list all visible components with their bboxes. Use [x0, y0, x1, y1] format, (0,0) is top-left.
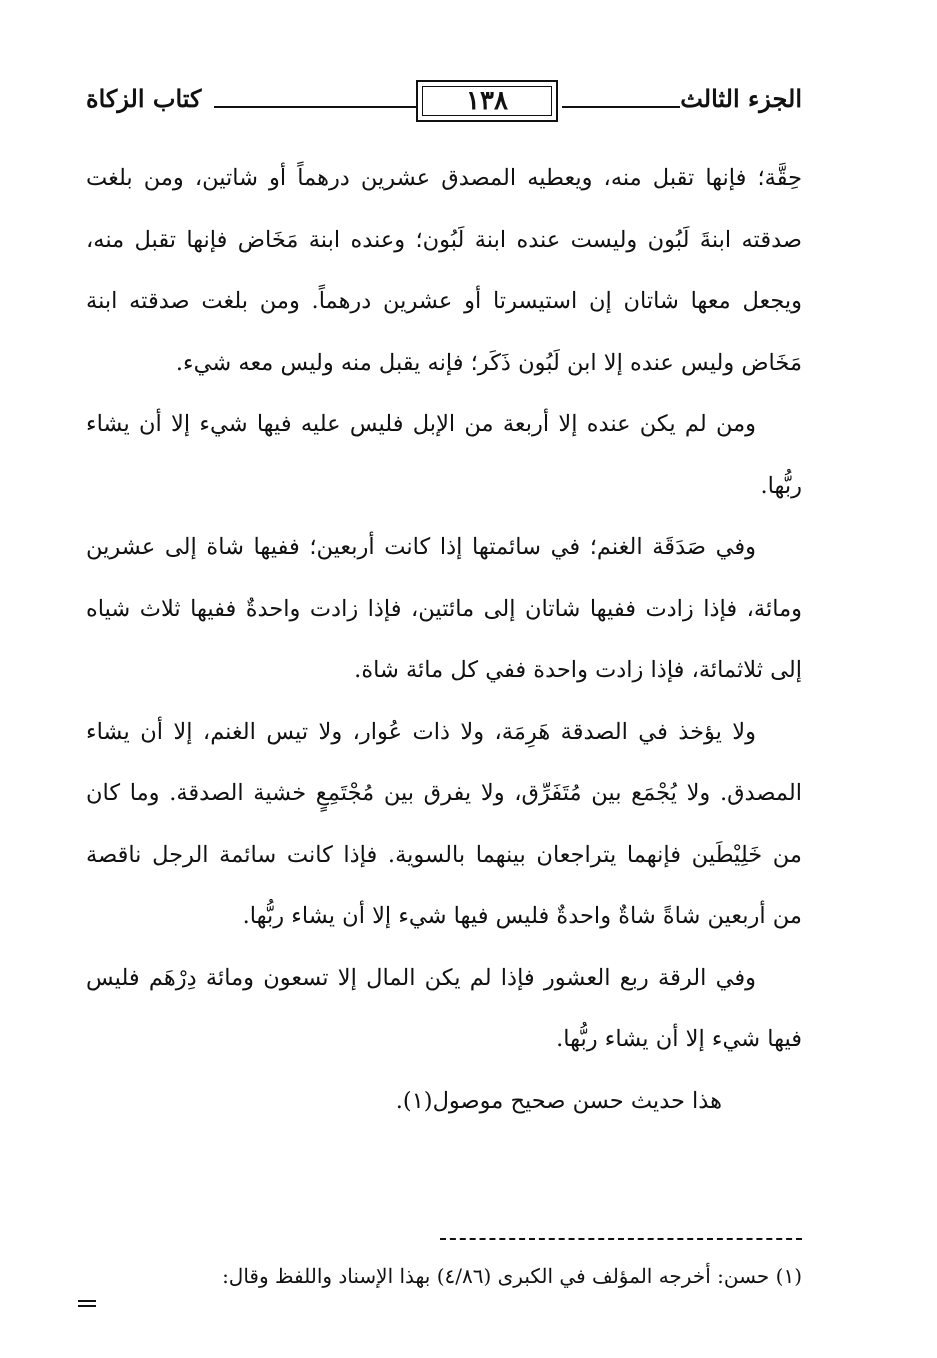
paragraph: هذا حديث حسن صحيح موصول(١).: [395, 1087, 722, 1114]
continuation-mark: [78, 1300, 96, 1310]
paragraph: ومن لم يكن عنده إلا أربعة من الإبل فليس عليه فيها شيء إلا أن يشاء ربُّها.: [86, 411, 802, 499]
header-rule-right: [562, 106, 680, 108]
book-title: كتاب الزكاة: [86, 84, 202, 113]
paragraph: وفي صَدَقَة الغنم؛ في سائمتها إذا كانت أربعين؛ ففيها شاة إلى عشرين ومائة، فإذا زادت ففيها شاتان إلى مائتين، فإذا زادت واحدةٌ ففيها ثلاث شياه إلى ثلاثمائة، فإذا زادت واحدة ففي كل مائة شاة.: [86, 534, 802, 683]
paragraph: حِقَّة؛ فإنها تقبل منه، ويعطيه المصدق عشرين درهماً أو شاتين، ومن بلغت صدقته ابنةَ لَبُون وليست عنده ابنة لَبُون؛ وعنده ابنة مَخَاض فإنها تقبل منه، ويجعل معها شاتان إن استيسرتا أو عشرين درهماً. ومن بلغت صدقته ابنة مَخَاض وليس عنده إلا ابن لَبُون ذَكَر؛ فإنه يقبل منه وليس معه شيء.: [86, 165, 802, 376]
paragraph: ولا يؤخذ في الصدقة هَرِمَة، ولا ذات عُوار، ولا تيس الغنم، إلا أن يشاء المصدق. ولا يُجْمَع بين مُتَفَرِّق، ولا يفرق بين مُجْتَمِعٍ خشية الصدقة. وما كان من خَلِيْطَين فإنهما يتراجعان بينهما بالسوية. فإذا كانت سائمة الرجل ناقصة من أربعين شاةً شاةٌ واحدةٌ فليس فيها شيء إلا أن يشاء ربُّها.: [86, 718, 802, 929]
header-rule-left: [214, 106, 416, 108]
page-header: [86, 80, 802, 126]
footnote: (١) حسن: أخرجه المؤلف في الكبرى (٤/٨٦) بهذا الإسناد واللفظ وقال:: [222, 1264, 802, 1288]
page-number-box: [416, 80, 558, 122]
main-text: [86, 148, 802, 1132]
page-number: ١٣٨: [466, 86, 508, 116]
volume-title: الجزء الثالث: [680, 84, 802, 113]
footnote-separator: [440, 1238, 802, 1240]
paragraph: وفي الرقة ربع العشور فإذا لم يكن المال إلا تسعون ومائة دِرْهَم فليس فيها شيء إلا أن يشاء ربُّها.: [86, 964, 802, 1052]
